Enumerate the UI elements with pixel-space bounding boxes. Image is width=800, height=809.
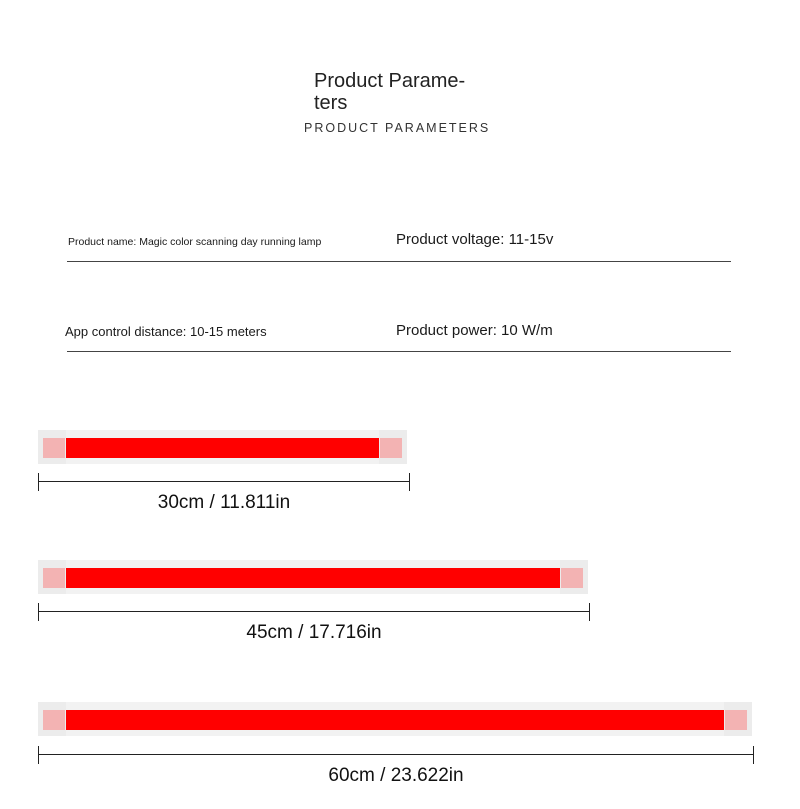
control-distance-text: App control distance: 10-15 meters: [65, 324, 267, 339]
dimension-line-60cm: [38, 746, 754, 764]
page-subtitle: PRODUCT PARAMETERS: [304, 121, 491, 135]
strip-cap-left: [43, 438, 65, 458]
product-power-text: Product power: 10 W/m: [396, 322, 553, 339]
dimension-line-30cm: [38, 473, 410, 491]
light-strip-45cm: [38, 560, 588, 594]
dimension-line-45cm: [38, 603, 590, 621]
product-voltage-text: Product voltage: 11-15v: [396, 231, 554, 248]
strip-light-bar: [66, 568, 560, 588]
dimension-label-30cm: 30cm / 11.811in: [157, 492, 291, 513]
dimension-label-45cm: 45cm / 17.716in: [246, 622, 382, 643]
light-strip-60cm: [38, 702, 752, 736]
strip-light-bar: [66, 710, 724, 730]
page-title: [314, 70, 494, 114]
strip-cap-right: [561, 568, 583, 588]
strip-cap-right: [380, 438, 402, 458]
strip-cap-left: [43, 710, 65, 730]
title-line: Product Parame- ters: [314, 70, 466, 114]
strip-cap-left: [43, 568, 65, 588]
dimension-label-60cm: 60cm / 23.622in: [328, 765, 464, 786]
strip-cap-right: [725, 710, 747, 730]
parameter-row: [67, 231, 731, 262]
light-strip-30cm: [38, 430, 407, 464]
product-name-text: Product name: Magic color scanning day running lamp: [68, 236, 322, 248]
parameter-row: [67, 321, 731, 352]
strip-light-bar: [66, 438, 379, 458]
